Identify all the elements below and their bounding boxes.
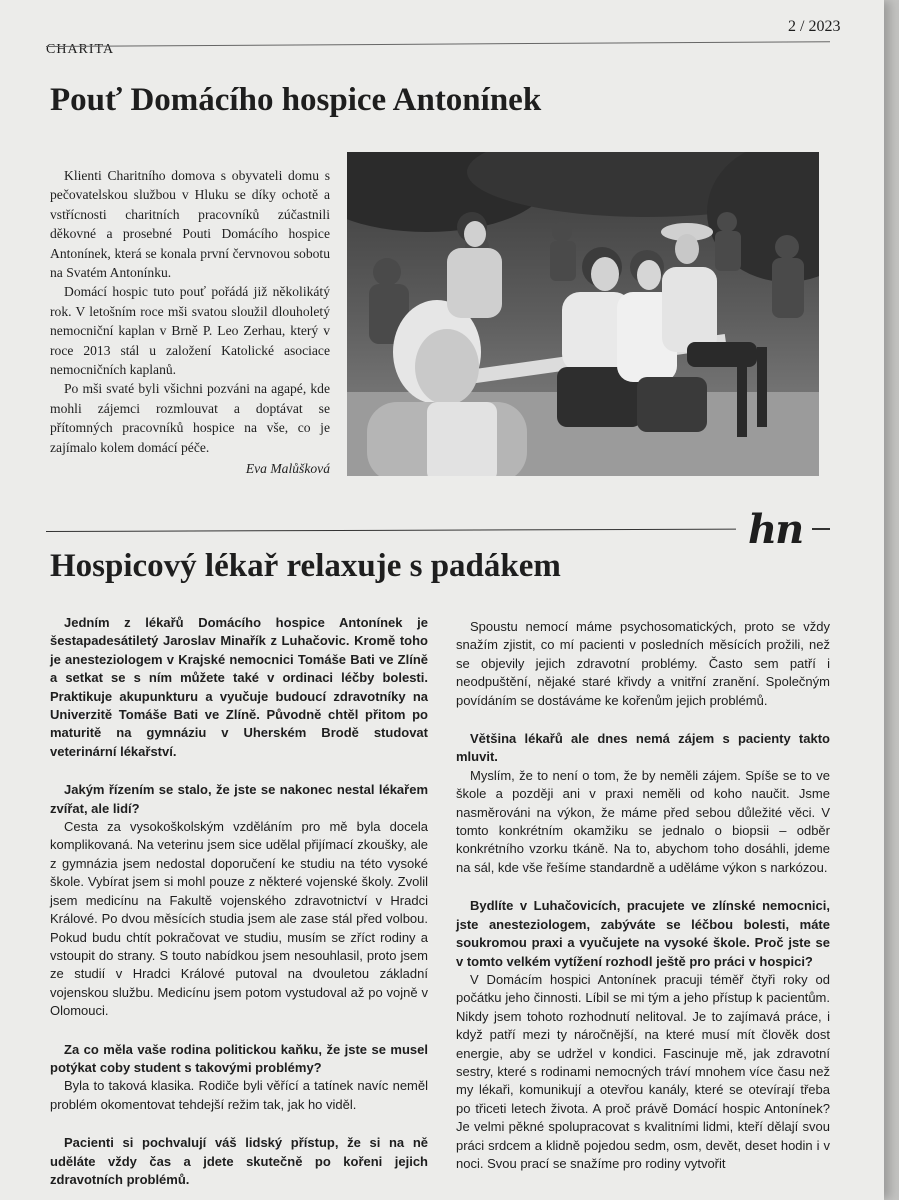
article1-text [50,166,330,479]
interview-answer: Spoustu nemocí máme psychosomatických, proto se vždy snažím zjistit, co mí pacienti v posledních měsících prožili, než se objevily jejich zdravotní problémy. Často sem patří i neodpuštění, nějaké staré křivdy a vnitřní zranění. Společným povídáním se dostáváme ke kořenům jejich problémů. [456,619,830,708]
interview-question: Za co měla vaše rodina politickou kaňku, že jste se musel potýkat coby student s takovými problémy? [50,1041,428,1075]
issue-number: 2 / 2023 [788,18,841,35]
article2-right-column [456,618,830,1173]
interview-answer: V Domácím hospici Antonínek pracuji téměř čtyři roky od počátku jeho činnosti. Líbil se mi tým a jeho přístup k pacientům. Nikdy jsem tohoto rozhodnutí nelitoval. Je to zajímavá práce, i když patří mezi ty náročnější, na které musí mít člověk dost energie, aby se udržel v kondici. Fascinuje mě, jak zdravotní sestry, které s rodinami nemocných tráví mnohem více času než my lékaři, komunikují a otevřou kanály, které se otevírají třeba po třiceti letech života. A proč právě Domácí hospic Antonínek? Je velmi pěkné spolupracovat s kvalitními lidmi, kteří dělají svou práci srdcem a klidně pojedou sedm, osm, devět, deset hodin i v noci. Svou prací se snažíme pro rodiny vytvořit [456,971,830,1171]
section-label: CHARITA [46,42,115,57]
interview-question: Většina lékařů ale dnes nemá zájem s pacienty takto mluvit. [456,731,830,765]
article1-paragraph: Klienti Charitního domova s obyvateli domu s pečovatelskou službou v Hluku se díky ochotě a vstřícnosti charitních pracovníků zúčastnili děkovné a prosebné Pouti Domácího hospice Antonínek, která se konala první červnovou sobotu na Svatém Antonínku. [50,168,330,281]
interview-question: Pacienti si pochvalují váš lidský přístup, že si na ně uděláte vždy čas a jdete skutečně po kořeni jejich zdravotních problémů. [50,1135,428,1187]
article2-lead: Jedním z lékařů Domácího hospice Antonínek je šestapadesátiletý Jaroslav Minařík z Luhačovic. Kromě toho je anesteziologem v Krajské nemocnici Tomáše Bati ve Zlíně a setkat se s ním můžete také v ordinaci léčby bolesti. Praktikuje akupunkturu a vyučuje budoucí zdravotníky na Univerzitě Tomáše Bati ve Zlíně. Původně chtěl přitom po maturitě na gymnáziu v Uherském Brodě studovat veterinární lékařství. [50,615,428,759]
section-divider [46,529,736,532]
article1-paragraph: Domácí hospic tuto pouť pořádá již několikátý rok. V letošním roce mši svatou sloužil dlouholetý nemocniční kaplan v Brně P. Leo Zerhau, který v roce 2013 stál u založení Katolické asociace nemocničních kaplanů. [50,284,330,378]
article1-paragraph: Po mši svaté byli všichni pozváni na agapé, kde mohli zájemci rozmlouvat a doptávat se přítomných pracovníků hospice na vše, co je zajímalo kolem domácí péče. [50,381,330,455]
article2-left-column [50,614,428,1189]
interview-answer: Byla to taková klasika. Rodiče byli věřící a tatínek navíc neměl problém okomentovat tehdejší režim tak, jak ho viděl. [50,1078,428,1112]
photo-illustration [347,152,819,476]
article1-author: Eva Malůšková [245,461,330,477]
pilgrimage-photo [347,152,819,476]
article1-title: Pouť Domácího hospice Antonínek [50,82,542,118]
header-rule [46,41,830,47]
interview-answer: Myslím, že to není o tom, že by neměli zájem. Spíše se to ve škole a později ani v praxi neměli od koho naučit. Jsme nasměrováni na výkon, že máme před sebou důležité věci. V tomto konkrétním okamžiku se jednalo o biopsii – odběr konkrétního vzorku tkáně. Na to, abychom toho dosáhli, jdeme na sál, kde vše řešíme standardně a uděláme výkon s narkózou. [456,767,830,875]
interview-answer: Cesta za vysokoškolským vzděláním pro mě byla docela komplikovaná. Na veterinu jsem sice udělal přijímací zkoušky, ale z gymnázia jsem nedostal doporučení ke studiu na této vysoké škole. Vybírat jsem si mohl pouze z některé vojenské školy. Zvolil jsem medicínu na Fakultě vojenského zdravotnictví v Hradci Králové. Po dvou měsících studia jsem ale zase stál před volbou. Pokud budu chtít pokračovat ve studiu, musím se zříct rodiny a vstoupit do strany. S touto nabídkou jsem nesouhlasil, proto jsem ze studií v Hradci Králové putoval na dvouletou základní vojenskou službu. Medicínu jsem potom vystudoval až po vojně v Olomouci. [50,819,428,1019]
interview-question: Jakým řízením se stalo, že jste se nakonec nestal lékařem zvířat, ale lidí? [50,782,428,816]
logo-dash [812,528,830,530]
hn-logo: hn [748,506,803,553]
article2-title: Hospicový lékař relaxuje s padákem [50,548,561,584]
interview-question: Bydlíte v Luhačovicích, pracujete ve zlínské nemocnici, jste anesteziologem, zabýváte se léčbou bolesti, máte soukromou praxi a vyučujete na vysoké škole. Proč jste se v tomto velkém vytížení rozhodl ještě pro práci v hospici? [456,898,830,969]
